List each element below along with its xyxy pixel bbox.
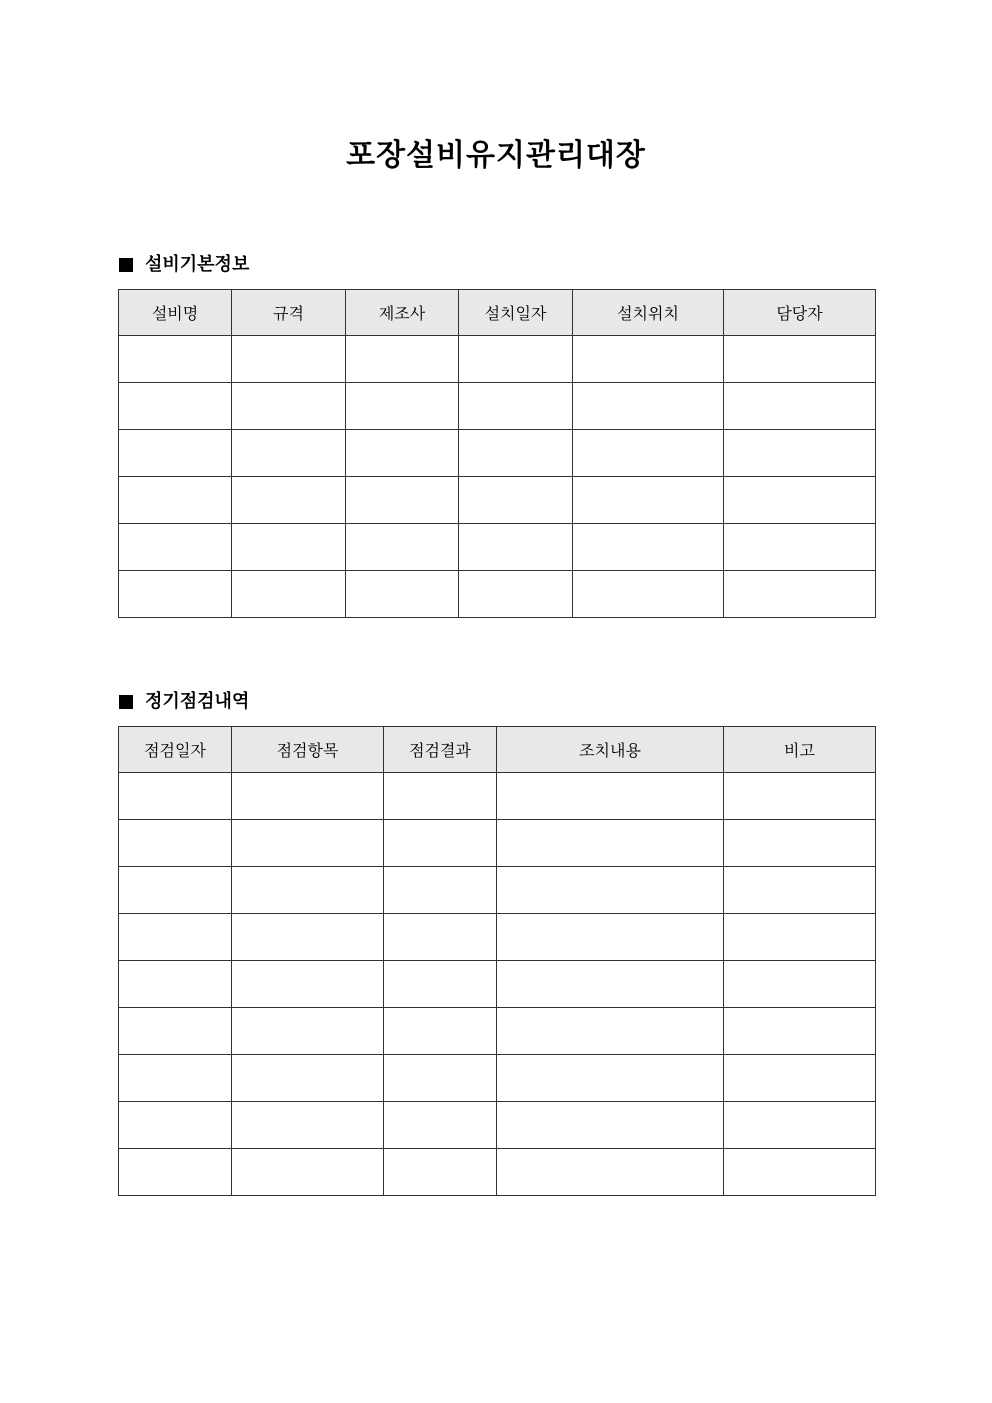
inspection-section-title: 정기점검내역 [145, 691, 250, 712]
table-cell[interactable] [724, 773, 876, 820]
table-cell[interactable] [724, 961, 876, 1008]
table-cell[interactable] [119, 477, 232, 524]
column-header: 제조사 [346, 290, 459, 336]
table-cell[interactable] [232, 914, 384, 961]
table-cell[interactable] [459, 477, 573, 524]
table-cell[interactable] [346, 477, 459, 524]
equipment-section-title: 설비기본정보 [145, 254, 250, 275]
table-cell[interactable] [573, 383, 724, 430]
table-cell[interactable] [232, 1008, 384, 1055]
column-header: 설치위치 [573, 290, 724, 336]
table-cell[interactable] [724, 477, 876, 524]
table-header-row [119, 727, 876, 773]
table-cell[interactable] [724, 867, 876, 914]
table-header-row [119, 290, 876, 336]
table-row [119, 961, 876, 1008]
table-cell[interactable] [119, 430, 232, 477]
table-cell[interactable] [497, 867, 724, 914]
table-cell[interactable] [497, 1149, 724, 1196]
table-row [119, 820, 876, 867]
table-cell[interactable] [119, 336, 232, 383]
table-cell[interactable] [119, 1055, 232, 1102]
table-cell[interactable] [724, 820, 876, 867]
table-cell[interactable] [119, 1102, 232, 1149]
table-cell[interactable] [724, 1055, 876, 1102]
table-cell[interactable] [119, 820, 232, 867]
inspection-table-body [119, 773, 876, 1196]
table-cell[interactable] [119, 571, 232, 618]
table-cell[interactable] [573, 477, 724, 524]
square-bullet-icon [119, 695, 133, 709]
table-cell[interactable] [459, 571, 573, 618]
column-header: 설비명 [119, 290, 232, 336]
table-cell[interactable] [119, 524, 232, 571]
table-cell[interactable] [384, 1102, 497, 1149]
table-cell[interactable] [232, 820, 384, 867]
table-row [119, 524, 876, 571]
table-row [119, 336, 876, 383]
column-header: 조치내용 [497, 727, 724, 773]
table-cell[interactable] [384, 961, 497, 1008]
table-cell[interactable] [346, 524, 459, 571]
table-cell[interactable] [232, 961, 384, 1008]
table-row [119, 914, 876, 961]
table-cell[interactable] [459, 430, 573, 477]
equipment-table-body [119, 336, 876, 618]
table-row [119, 867, 876, 914]
table-cell[interactable] [724, 336, 876, 383]
table-cell[interactable] [232, 1102, 384, 1149]
table-cell[interactable] [573, 336, 724, 383]
table-cell[interactable] [497, 914, 724, 961]
table-cell[interactable] [232, 430, 346, 477]
square-bullet-icon [119, 258, 133, 272]
table-row [119, 430, 876, 477]
equipment-section-heading [119, 253, 249, 277]
table-cell[interactable] [724, 1149, 876, 1196]
column-header: 비고 [724, 727, 876, 773]
table-cell[interactable] [119, 773, 232, 820]
table-cell[interactable] [232, 867, 384, 914]
table-cell[interactable] [346, 336, 459, 383]
table-cell[interactable] [459, 383, 573, 430]
table-cell[interactable] [232, 773, 384, 820]
column-header: 규격 [232, 290, 346, 336]
table-cell[interactable] [119, 961, 232, 1008]
table-cell[interactable] [232, 571, 346, 618]
table-row [119, 477, 876, 524]
table-cell[interactable] [346, 571, 459, 618]
table-cell[interactable] [384, 1008, 497, 1055]
table-row [119, 1008, 876, 1055]
table-cell[interactable] [384, 914, 497, 961]
table-row [119, 1102, 876, 1149]
page-title: 포장설비유지관리대장 [346, 138, 646, 173]
table-cell[interactable] [346, 383, 459, 430]
table-cell[interactable] [459, 524, 573, 571]
table-cell[interactable] [232, 383, 346, 430]
table-cell[interactable] [573, 571, 724, 618]
table-cell[interactable] [384, 1055, 497, 1102]
table-cell[interactable] [119, 914, 232, 961]
table-cell[interactable] [119, 867, 232, 914]
table-cell[interactable] [119, 1149, 232, 1196]
column-header: 점검항목 [232, 727, 384, 773]
table-cell[interactable] [232, 336, 346, 383]
table-cell[interactable] [497, 961, 724, 1008]
table-cell[interactable] [384, 1149, 497, 1196]
table-cell[interactable] [384, 867, 497, 914]
inspection-section-heading [119, 690, 249, 714]
table-row [119, 383, 876, 430]
table-cell[interactable] [119, 383, 232, 430]
table-cell[interactable] [232, 1055, 384, 1102]
column-header: 점검결과 [384, 727, 497, 773]
table-cell[interactable] [724, 524, 876, 571]
table-cell[interactable] [724, 914, 876, 961]
table-row [119, 571, 876, 618]
table-cell[interactable] [232, 524, 346, 571]
table-cell[interactable] [384, 820, 497, 867]
table-cell[interactable] [232, 477, 346, 524]
table-cell[interactable] [232, 1149, 384, 1196]
equipment-info-table [118, 289, 876, 618]
table-cell[interactable] [724, 1102, 876, 1149]
table-cell[interactable] [119, 1008, 232, 1055]
column-header: 담당자 [724, 290, 876, 336]
table-cell[interactable] [497, 1102, 724, 1149]
column-header: 설치일자 [459, 290, 573, 336]
table-cell[interactable] [724, 571, 876, 618]
table-cell[interactable] [459, 336, 573, 383]
table-cell[interactable] [384, 773, 497, 820]
table-cell[interactable] [497, 1055, 724, 1102]
table-cell[interactable] [573, 524, 724, 571]
table-cell[interactable] [724, 383, 876, 430]
table-row [119, 1055, 876, 1102]
table-cell[interactable] [573, 430, 724, 477]
table-row [119, 773, 876, 820]
table-cell[interactable] [497, 820, 724, 867]
table-cell[interactable] [346, 430, 459, 477]
column-header: 점검일자 [119, 727, 232, 773]
inspection-history-table [118, 726, 876, 1196]
table-cell[interactable] [724, 430, 876, 477]
table-cell[interactable] [497, 1008, 724, 1055]
table-cell[interactable] [497, 773, 724, 820]
table-row [119, 1149, 876, 1196]
table-cell[interactable] [724, 1008, 876, 1055]
